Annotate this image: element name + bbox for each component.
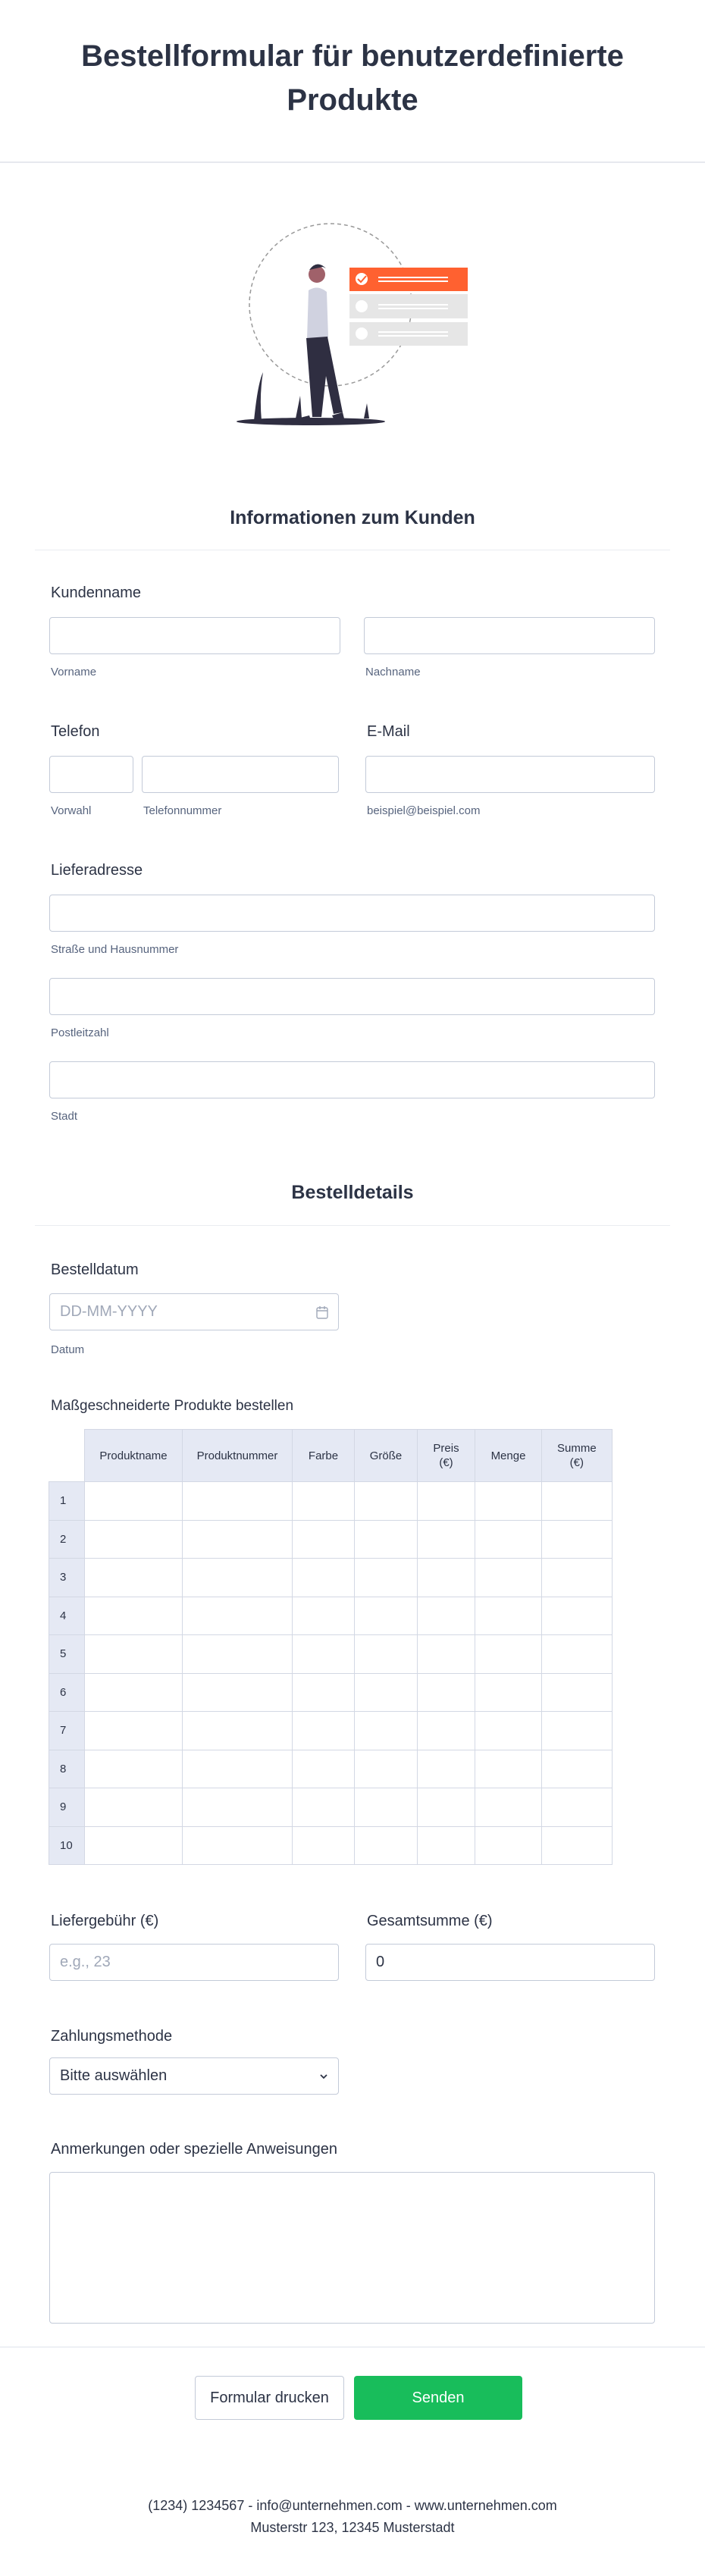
table-cell-input[interactable] (475, 1635, 542, 1674)
table-cell-input[interactable] (542, 1788, 613, 1827)
table-cell-input[interactable] (183, 1673, 293, 1712)
page-title: Bestellformular für benutzerdefinierte Produkte (81, 39, 624, 117)
table-cell-input[interactable] (293, 1559, 355, 1597)
table-row (49, 1520, 613, 1559)
footer-divider (0, 2346, 705, 2348)
table-cell-input[interactable] (183, 1482, 293, 1521)
table-cell-input[interactable] (475, 1826, 542, 1865)
row-number: 9 (49, 1788, 85, 1827)
table-cell-input[interactable] (85, 1788, 183, 1827)
table-row (49, 1826, 613, 1865)
corner-cell (49, 1430, 85, 1482)
table-cell-input[interactable] (293, 1788, 355, 1827)
table-cell-input[interactable] (85, 1673, 183, 1712)
table-cell-input[interactable] (475, 1788, 542, 1827)
payment-method-label: Zahlungsmethode (51, 2028, 173, 2045)
table-cell-input[interactable] (85, 1482, 183, 1521)
print-form-button[interactable]: Formular drucken (195, 2376, 344, 2420)
section-heading-customer: Informationen zum Kunden (230, 507, 475, 528)
table-cell-input[interactable] (293, 1712, 355, 1750)
row-number: 10 (49, 1826, 85, 1865)
zip-input[interactable] (49, 978, 655, 1015)
phone-number-sublabel: Telefonnummer (143, 804, 222, 817)
submit-button[interactable]: Senden (354, 2376, 522, 2420)
column-header: Summe (€) (542, 1430, 613, 1482)
product-table (49, 1429, 613, 1865)
table-cell-input[interactable] (418, 1750, 475, 1788)
customer-name-label: Kundenname (51, 584, 141, 601)
table-cell-input[interactable] (183, 1520, 293, 1559)
column-header: Menge (475, 1430, 542, 1482)
chevron-down-icon (319, 2073, 328, 2079)
table-cell-input[interactable] (85, 1712, 183, 1750)
column-header: Preis (€) (418, 1430, 475, 1482)
table-cell-input[interactable] (355, 1712, 418, 1750)
row-number: 7 (49, 1712, 85, 1750)
table-cell-input[interactable] (85, 1826, 183, 1865)
phone-label: Telefon (51, 723, 100, 740)
table-cell-input[interactable] (85, 1597, 183, 1635)
street-sublabel: Straße und Hausnummer (51, 943, 179, 956)
table-cell-input[interactable] (542, 1482, 613, 1521)
table-cell-input[interactable] (475, 1597, 542, 1635)
table-cell-input[interactable] (183, 1597, 293, 1635)
table-cell-input[interactable] (418, 1559, 475, 1597)
table-cell-input[interactable] (355, 1482, 418, 1521)
fee-placeholder: e.g., 23 (60, 1954, 111, 1970)
table-cell-input[interactable] (293, 1673, 355, 1712)
area-code-sublabel: Vorwahl (51, 804, 92, 817)
notes-label: Anmerkungen oder spezielle Anweisungen (51, 2141, 338, 2158)
form-illustration (227, 216, 485, 432)
table-cell-input[interactable] (418, 1788, 475, 1827)
table-cell-input[interactable] (355, 1520, 418, 1559)
table-header-row (49, 1430, 613, 1482)
table-cell-input[interactable] (542, 1826, 613, 1865)
order-date-label: Bestelldatum (51, 1261, 139, 1278)
table-cell-input[interactable] (418, 1712, 475, 1750)
street-input[interactable] (49, 895, 655, 932)
column-header: Produktname (85, 1430, 183, 1482)
table-cell-input[interactable] (475, 1559, 542, 1597)
table-cell-input[interactable] (293, 1597, 355, 1635)
table-cell-input[interactable] (293, 1826, 355, 1865)
first-name-input[interactable] (49, 617, 340, 654)
table-cell-input[interactable] (418, 1673, 475, 1712)
total-value: 0 (376, 1954, 385, 1970)
last-name-sublabel: Nachname (365, 666, 421, 678)
table-cell-input[interactable] (355, 1635, 418, 1674)
calendar-icon[interactable] (316, 1305, 328, 1319)
payment-method-select[interactable] (49, 2057, 339, 2095)
notes-textarea[interactable] (49, 2172, 655, 2324)
table-cell-input[interactable] (293, 1750, 355, 1788)
address-label: Lieferadresse (51, 862, 143, 879)
table-cell-input[interactable] (418, 1597, 475, 1635)
table-cell-input[interactable] (183, 1750, 293, 1788)
table-cell-input[interactable] (355, 1750, 418, 1788)
table-row (49, 1635, 613, 1674)
table-cell-input[interactable] (85, 1635, 183, 1674)
column-header: Farbe (293, 1430, 355, 1482)
product-table-label: Maßgeschneiderte Produkte bestellen (51, 1398, 294, 1414)
table-cell-input[interactable] (183, 1788, 293, 1827)
section-heading-order: Bestelldetails (291, 1182, 414, 1203)
row-number: 5 (49, 1635, 85, 1674)
table-cell-input[interactable] (542, 1559, 613, 1597)
table-cell-input[interactable] (355, 1826, 418, 1865)
row-number: 8 (49, 1750, 85, 1788)
table-cell-input[interactable] (355, 1559, 418, 1597)
table-cell-input[interactable] (542, 1673, 613, 1712)
table-cell-input[interactable] (542, 1635, 613, 1674)
header-divider (0, 161, 705, 163)
table-row (49, 1712, 613, 1750)
table-cell-input[interactable] (475, 1750, 542, 1788)
table-cell-input[interactable] (355, 1788, 418, 1827)
table-cell-input[interactable] (85, 1559, 183, 1597)
row-number: 1 (49, 1482, 85, 1521)
table-cell-input[interactable] (183, 1635, 293, 1674)
table-cell-input[interactable] (542, 1750, 613, 1788)
table-row (49, 1750, 613, 1788)
table-row (49, 1597, 613, 1635)
area-code-input[interactable] (49, 756, 133, 793)
zip-sublabel: Postleitzahl (51, 1026, 109, 1039)
table-cell-input[interactable] (475, 1673, 542, 1712)
table-cell-input[interactable] (293, 1520, 355, 1559)
table-cell-input[interactable] (183, 1559, 293, 1597)
row-number: 3 (49, 1559, 85, 1597)
column-header: Größe (355, 1430, 418, 1482)
column-header: Produktnummer (183, 1430, 293, 1482)
date-sublabel: Datum (51, 1343, 85, 1356)
total-input[interactable] (365, 1944, 655, 1981)
date-placeholder: DD-MM-YYYY (60, 1303, 158, 1320)
table-cell-input[interactable] (542, 1712, 613, 1750)
table-cell-input[interactable] (475, 1482, 542, 1521)
payment-selected-value: Bitte auswählen (60, 2067, 168, 2084)
table-cell-input[interactable] (475, 1712, 542, 1750)
footer-address: Musterstr 123, 12345 Musterstadt (250, 2520, 455, 2535)
row-number: 2 (49, 1520, 85, 1559)
table-cell-input[interactable] (293, 1482, 355, 1521)
row-number: 6 (49, 1673, 85, 1712)
table-cell-input[interactable] (85, 1520, 183, 1559)
last-name-input[interactable] (364, 617, 655, 654)
city-input[interactable] (49, 1061, 655, 1098)
table-cell-input[interactable] (355, 1597, 418, 1635)
table-cell-input[interactable] (418, 1826, 475, 1865)
table-cell-input[interactable] (85, 1750, 183, 1788)
table-cell-input[interactable] (542, 1597, 613, 1635)
row-number: 4 (49, 1597, 85, 1635)
table-row (49, 1673, 613, 1712)
table-cell-input[interactable] (418, 1482, 475, 1521)
footer-contact: (1234) 1234567 - info@unternehmen.com - www.unternehmen.com (148, 2498, 557, 2513)
table-cell-input[interactable] (542, 1520, 613, 1559)
email-label: E-Mail (367, 723, 410, 740)
table-row (49, 1559, 613, 1597)
email-input[interactable] (365, 756, 655, 793)
table-row (49, 1482, 613, 1521)
section-divider (35, 1225, 670, 1226)
order-date-input[interactable] (49, 1293, 339, 1330)
city-sublabel: Stadt (51, 1110, 78, 1123)
table-cell-input[interactable] (418, 1635, 475, 1674)
table-cell-input[interactable] (475, 1520, 542, 1559)
delivery-fee-input[interactable] (49, 1944, 339, 1981)
table-cell-input[interactable] (418, 1520, 475, 1559)
email-sublabel: beispiel@beispiel.com (367, 804, 481, 817)
phone-number-input[interactable] (142, 756, 339, 793)
table-cell-input[interactable] (183, 1826, 293, 1865)
table-cell-input[interactable] (183, 1712, 293, 1750)
total-label: Gesamtsumme (€) (367, 1913, 493, 1929)
table-row (49, 1788, 613, 1827)
first-name-sublabel: Vorname (51, 666, 97, 678)
table-cell-input[interactable] (355, 1673, 418, 1712)
delivery-fee-label: Liefergebühr (€) (51, 1913, 159, 1929)
table-cell-input[interactable] (293, 1635, 355, 1674)
